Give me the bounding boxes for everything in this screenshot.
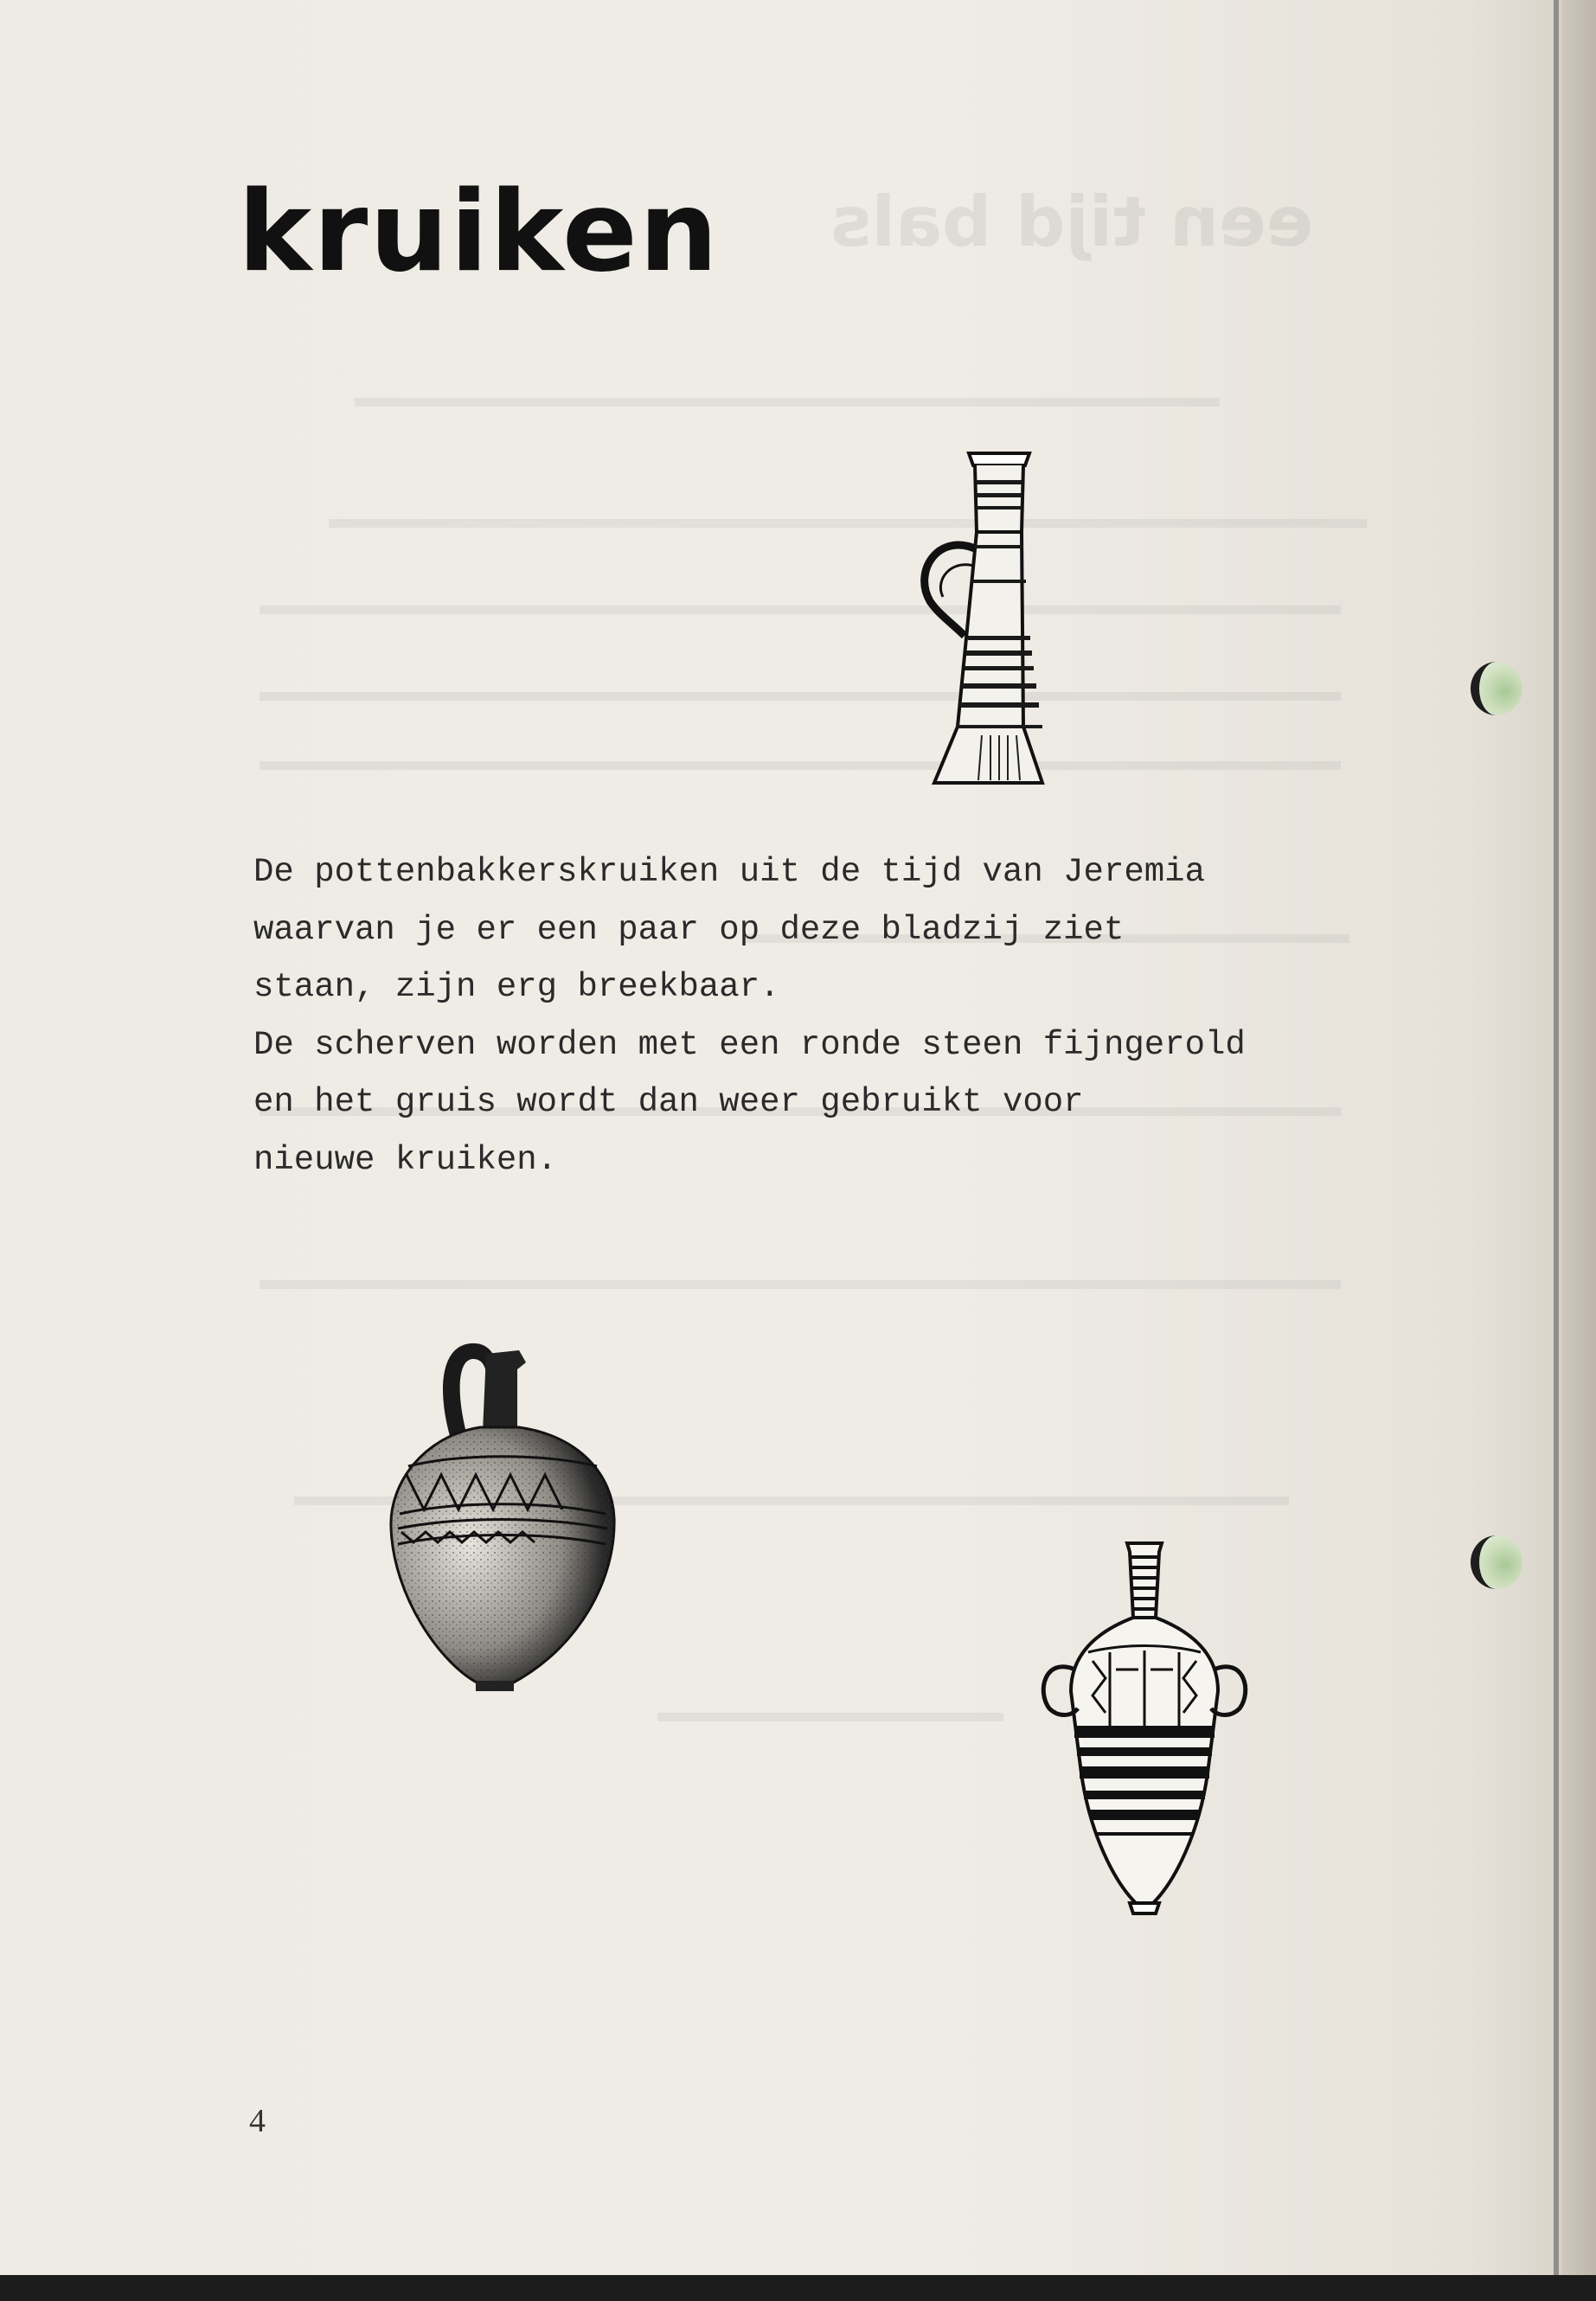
- show-through-from-reverse-page: een tijd bals: [225, 156, 1384, 1799]
- body-line: nieuwe kruiken.: [253, 1140, 558, 1179]
- page-title: kruiken: [238, 168, 720, 297]
- tall-striped-jug-illustration: [904, 450, 1068, 792]
- scan-border: [0, 2275, 1596, 2301]
- body-line: staan, zijn erg breekbaar.: [253, 968, 780, 1006]
- binder-punch-hole-bottom: [1471, 1535, 1522, 1589]
- page-fold-line: [1554, 0, 1559, 2301]
- next-page-edge: [1561, 0, 1596, 2301]
- page-number: 4: [249, 2103, 266, 2139]
- body-line: en het gruis wordt dan weer gebruikt voor: [253, 1083, 1084, 1121]
- body-line: waarvan je er een paar op deze bladzij ziet: [253, 910, 1125, 949]
- body-line: De pottenbakkerskruiken uit de tijd van Jeremia: [253, 853, 1205, 891]
- decorated-round-jug-illustration: [389, 1336, 623, 1700]
- binder-punch-hole-top: [1471, 662, 1522, 715]
- body-text: [253, 843, 1430, 1189]
- body-line: De scherven worden met een ronde steen fijngerold: [253, 1025, 1246, 1064]
- two-handled-amphora-illustration: [1036, 1540, 1253, 1916]
